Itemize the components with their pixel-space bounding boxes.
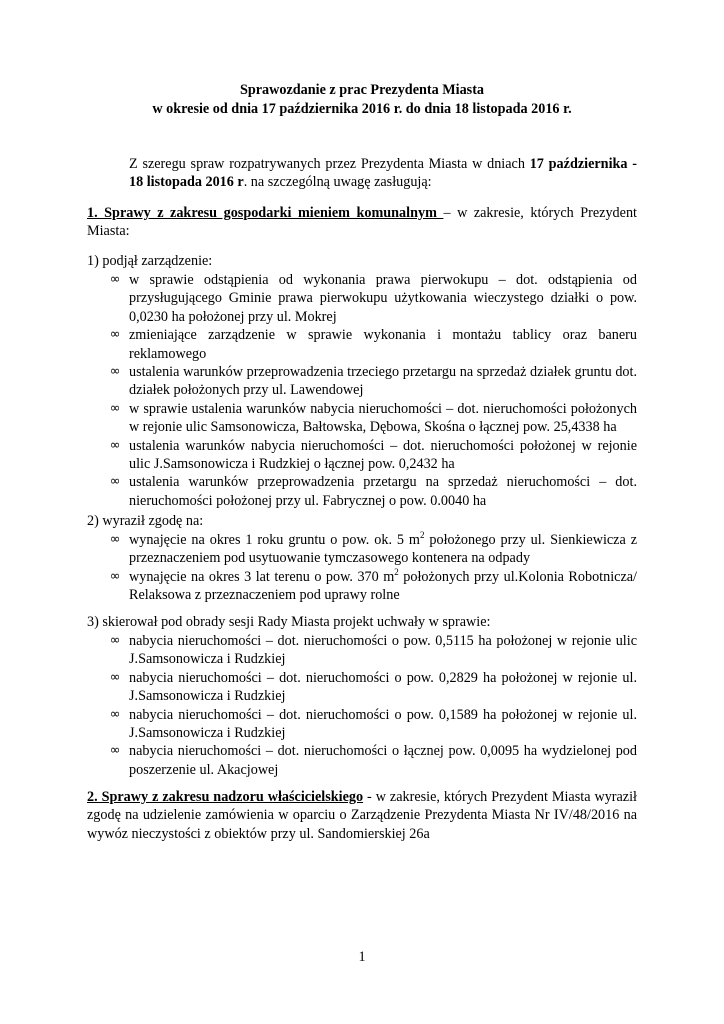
section-2-body: - w zakresie, których Prezydent Miasta wyraził zgodę na udzielenie zamówienia w oparciu o Zarządzenie Prezydenta Miasta Nr IV/48/2016 na wywóz nieczystości z obiektów przy ul. Sandomierskiej 26a [87,789,637,842]
intro-paragraph [87,155,637,192]
section-2-title: 2. Sprawy z zakresu nadzoru właścicielskiego [87,789,364,805]
list-item: ∞ nabycia nieruchomości – dot. nieruchomości o pow. 0,5115 ha położonej w rejonie ulic J.Samsonowicza i Rudzkiej [87,632,637,669]
bullet-icon: ∞ [109,568,121,584]
intro-dates: 17 października - 18 listopada 2016 r [129,156,637,191]
section-1-heading [87,204,637,241]
title-line-2: w okresie od dnia 17 października 2016 r. do dnia 18 listopada 2016 r. [152,101,572,117]
subsection-3-label: 3) skierował pod obrady sesji Rady Miasta projekt uchwały w sprawie: [87,614,491,630]
section-1-intro: – w zakresie, których Prezydent Miasta: [87,205,637,240]
bullet-icon: ∞ [109,633,121,648]
subsection-2-list [87,531,637,605]
bullet-icon: ∞ [109,364,121,380]
list-item: ∞ zmieniające zarządzenie w sprawie wykonania i montażu tablicy oraz baneru reklamowego [87,326,637,363]
bullet-icon: ∞ [109,474,121,490]
bullet-icon: ∞ [109,669,121,685]
document-title [87,81,637,119]
section-2 [87,788,637,843]
list-item: ∞ w sprawie ustalenia warunków nabycia nieruchomości – dot. nieruchomości położonych w rejonie ulic Samsonowicza, Bałtowska, Dębowa, Skośna o łącznej pow. 25,4338 ha [87,400,637,437]
subsection-1-label: 1) podjął zarządzenie: [87,253,213,269]
bullet-icon: ∞ [109,400,121,416]
list-item: ∞ nabycia nieruchomości – dot. nieruchomości o łącznej pow. 0,0095 ha wydzielonej pod poszerzenie ul. Akacjowej [87,742,637,779]
intro-text: Z szeregu spraw rozpatrywanych przez Prezydenta Miasta w dniach [129,156,530,172]
list-item: ∞ nabycia nieruchomości – dot. nieruchomości o pow. 0,2829 ha położonej w rejonie ul. J.Samsonowicza i Rudzkiej [87,669,637,706]
section-1-title: 1. Sprawy z zakresu gospodarki mieniem komunalnym [87,205,444,221]
subsection-1-list [87,271,637,510]
bullet-icon: ∞ [109,706,121,722]
page-number: 1 [358,949,366,965]
list-item: ∞ nabycia nieruchomości – dot. nieruchomości o pow. 0,1589 ha położonej w rejonie ul. J.Samsonowicza i Rudzkiej [87,706,637,743]
bullet-icon: ∞ [109,743,121,759]
subsection-3-list [87,632,637,779]
list-item: ∞ ustalenia warunków przeprowadzenia trzeciego przetargu na sprzedaż działek gruntu dot. działek położonych przy ul. Lawendowej [87,363,637,400]
bullet-icon: ∞ [109,437,121,453]
bullet-icon: ∞ [109,272,121,287]
list-item: ∞ ustalenia warunków nabycia nieruchomości – dot. nieruchomości położonej w rejonie ulic J.Samsonowicza i Rudzkiej o łącznej pow. 0,2432 ha [87,437,637,474]
list-item: ∞ wynajęcie na okres 1 roku gruntu o pow. ok. 5 $m^2$ położonego przy ul. Sienkiewicza z przeznaczeniem pod usytuowanie tymczasowego kontenera na odpady [87,531,637,568]
bullet-icon: ∞ [109,327,121,343]
list-item: ∞ w sprawie odstąpienia od wykonania prawa pierwokupu – dot. odstąpienia od przysługującego Gminie prawa pierwokupu użytkowania wieczystego działki o pow. 0,0230 ha położonej przy ul. Mokrej [87,271,637,326]
bullet-icon: ∞ [109,532,121,547]
list-item: ∞ ustalenia warunków przeprowadzenia przetargu na sprzedaż nieruchomości – dot. nieruchomości położonej przy ul. Fabrycznej o pow. 0.0040 ha [87,473,637,510]
subsection-2-label: 2) wyraził zgodę na: [87,513,204,529]
intro-text-end: . na szczególną uwagę zasługują: [243,174,432,191]
list-item: ∞ wynajęcie na okres 3 lat terenu o pow. 370 $m^2$ położonych przy ul.Kolonia Robotnicza/ Relaksowa z przeznaczeniem pod uprawy rolne [87,568,637,605]
title-line-1: Sprawozdanie z prac Prezydenta Miasta [239,82,485,98]
